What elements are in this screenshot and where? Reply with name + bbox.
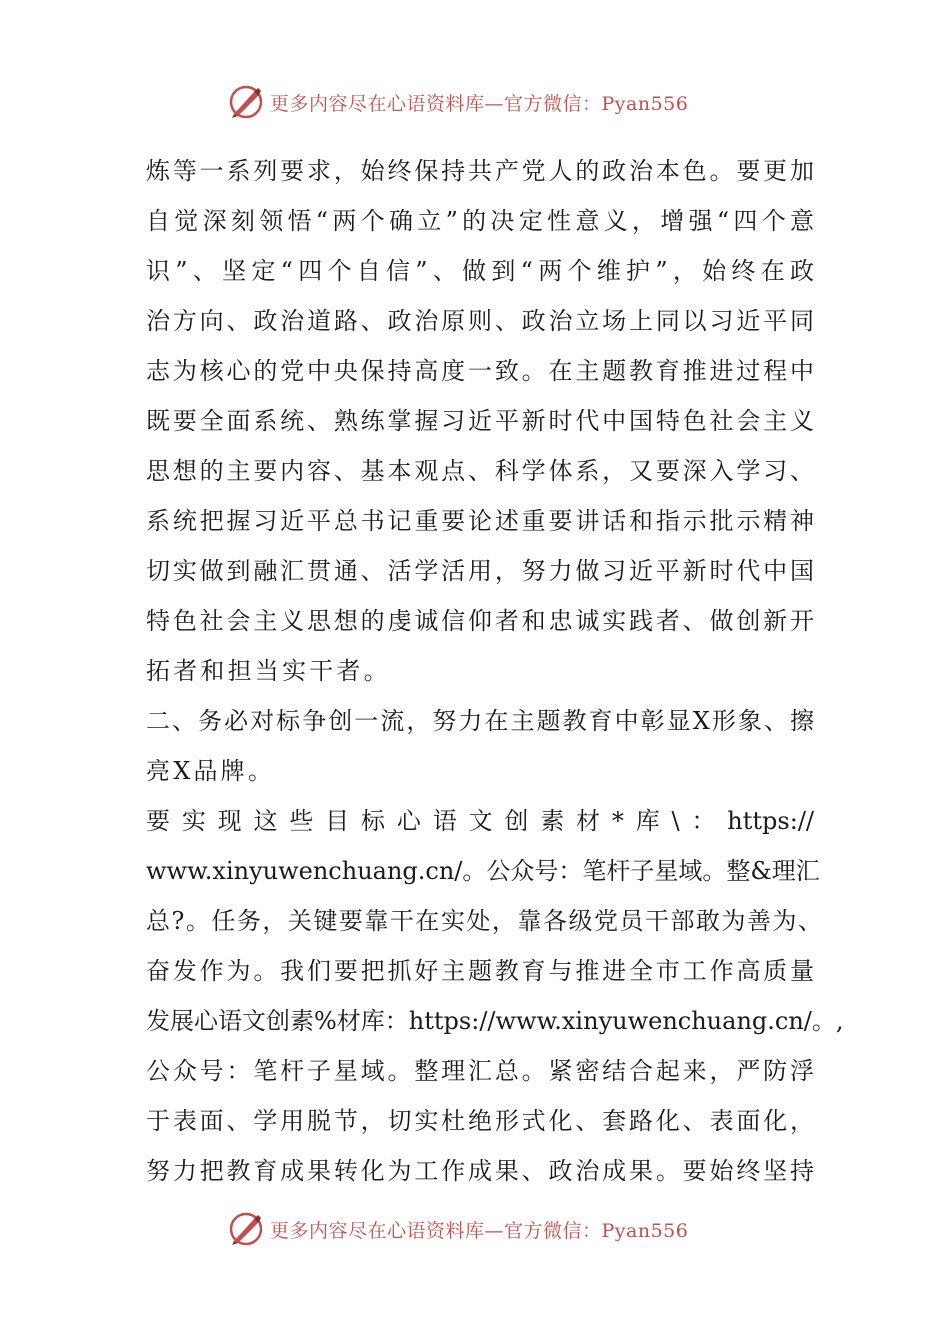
body-line: 切实做到融汇贯通、活学活用，努力做习近平新时代中国 xyxy=(146,557,814,585)
body-line: 奋发作为。我们要把抓好主题教育与推进全市工作高质量 xyxy=(146,957,814,985)
body-line: 于表面、学用脱节，切实杜绝形式化、套路化、表面化， xyxy=(146,1107,814,1135)
footer-text: 更多内容尽在心语资料库—官方微信：Pyan556 xyxy=(270,1219,689,1242)
body-line: 治方向、政治道路、政治原则、政治立场上同以习近平同 xyxy=(146,307,814,335)
body-line: 特色社会主义思想的虔诚信仰者和忠诚实践者、做创新开 xyxy=(146,607,814,635)
footer-banner xyxy=(228,1209,688,1249)
header-text: 更多内容尽在心语资料库—官方微信：Pyan556 xyxy=(270,92,689,115)
section-heading: 二、务必对标争创一流，努力在主题教育中彰显X形象、擦 xyxy=(146,707,814,735)
body-line: 努力把教育成果转化为工作成果、政治成果。要始终坚持 xyxy=(146,1157,814,1185)
pen-logo-icon xyxy=(228,1211,264,1247)
header-banner xyxy=(228,82,688,122)
body-line: 志为核心的党中央保持高度一致。在主题教育推进过程中 xyxy=(146,357,814,385)
body-line: 炼等一系列要求，始终保持共产党人的政治本色。要更加 xyxy=(146,157,814,185)
body-line: 公众号：笔杆子星域。整理汇总。紧密结合起来，严防浮 xyxy=(146,1057,814,1085)
body-line: 拓者和担当实干者。 xyxy=(146,657,391,685)
section-heading-cont: 亮X品牌。 xyxy=(146,757,276,785)
body-line: 发展心语文创素%材库：https://www.xinyuwenchuang.cn/。, xyxy=(146,1007,844,1035)
pen-logo-icon xyxy=(228,84,264,120)
body-line: 总?。任务，关键要靠干在实处，靠各级党员干部敢为善为、 xyxy=(146,907,822,935)
document-body xyxy=(146,146,844,1196)
body-line: www.xinyuwenchuang.cn/。公众号：笔杆子星域。整&理汇 xyxy=(146,857,820,885)
body-line: 既要全面系统、熟练掌握习近平新时代中国特色社会主义 xyxy=(146,407,814,435)
body-line: 识”、坚定“四个自信”、做到“两个维护”，始终在政 xyxy=(146,257,814,285)
body-line: 思想的主要内容、基本观点、科学体系，又要深入学习、 xyxy=(146,457,814,485)
body-line: 要实现这些目标心语文创素材*库\：https:// xyxy=(146,807,814,835)
body-line: 自觉深刻领悟“两个确立”的决定性意义，增强“四个意 xyxy=(146,207,814,235)
body-line: 系统把握习近平总书记重要论述重要讲话和指示批示精神 xyxy=(146,507,814,535)
